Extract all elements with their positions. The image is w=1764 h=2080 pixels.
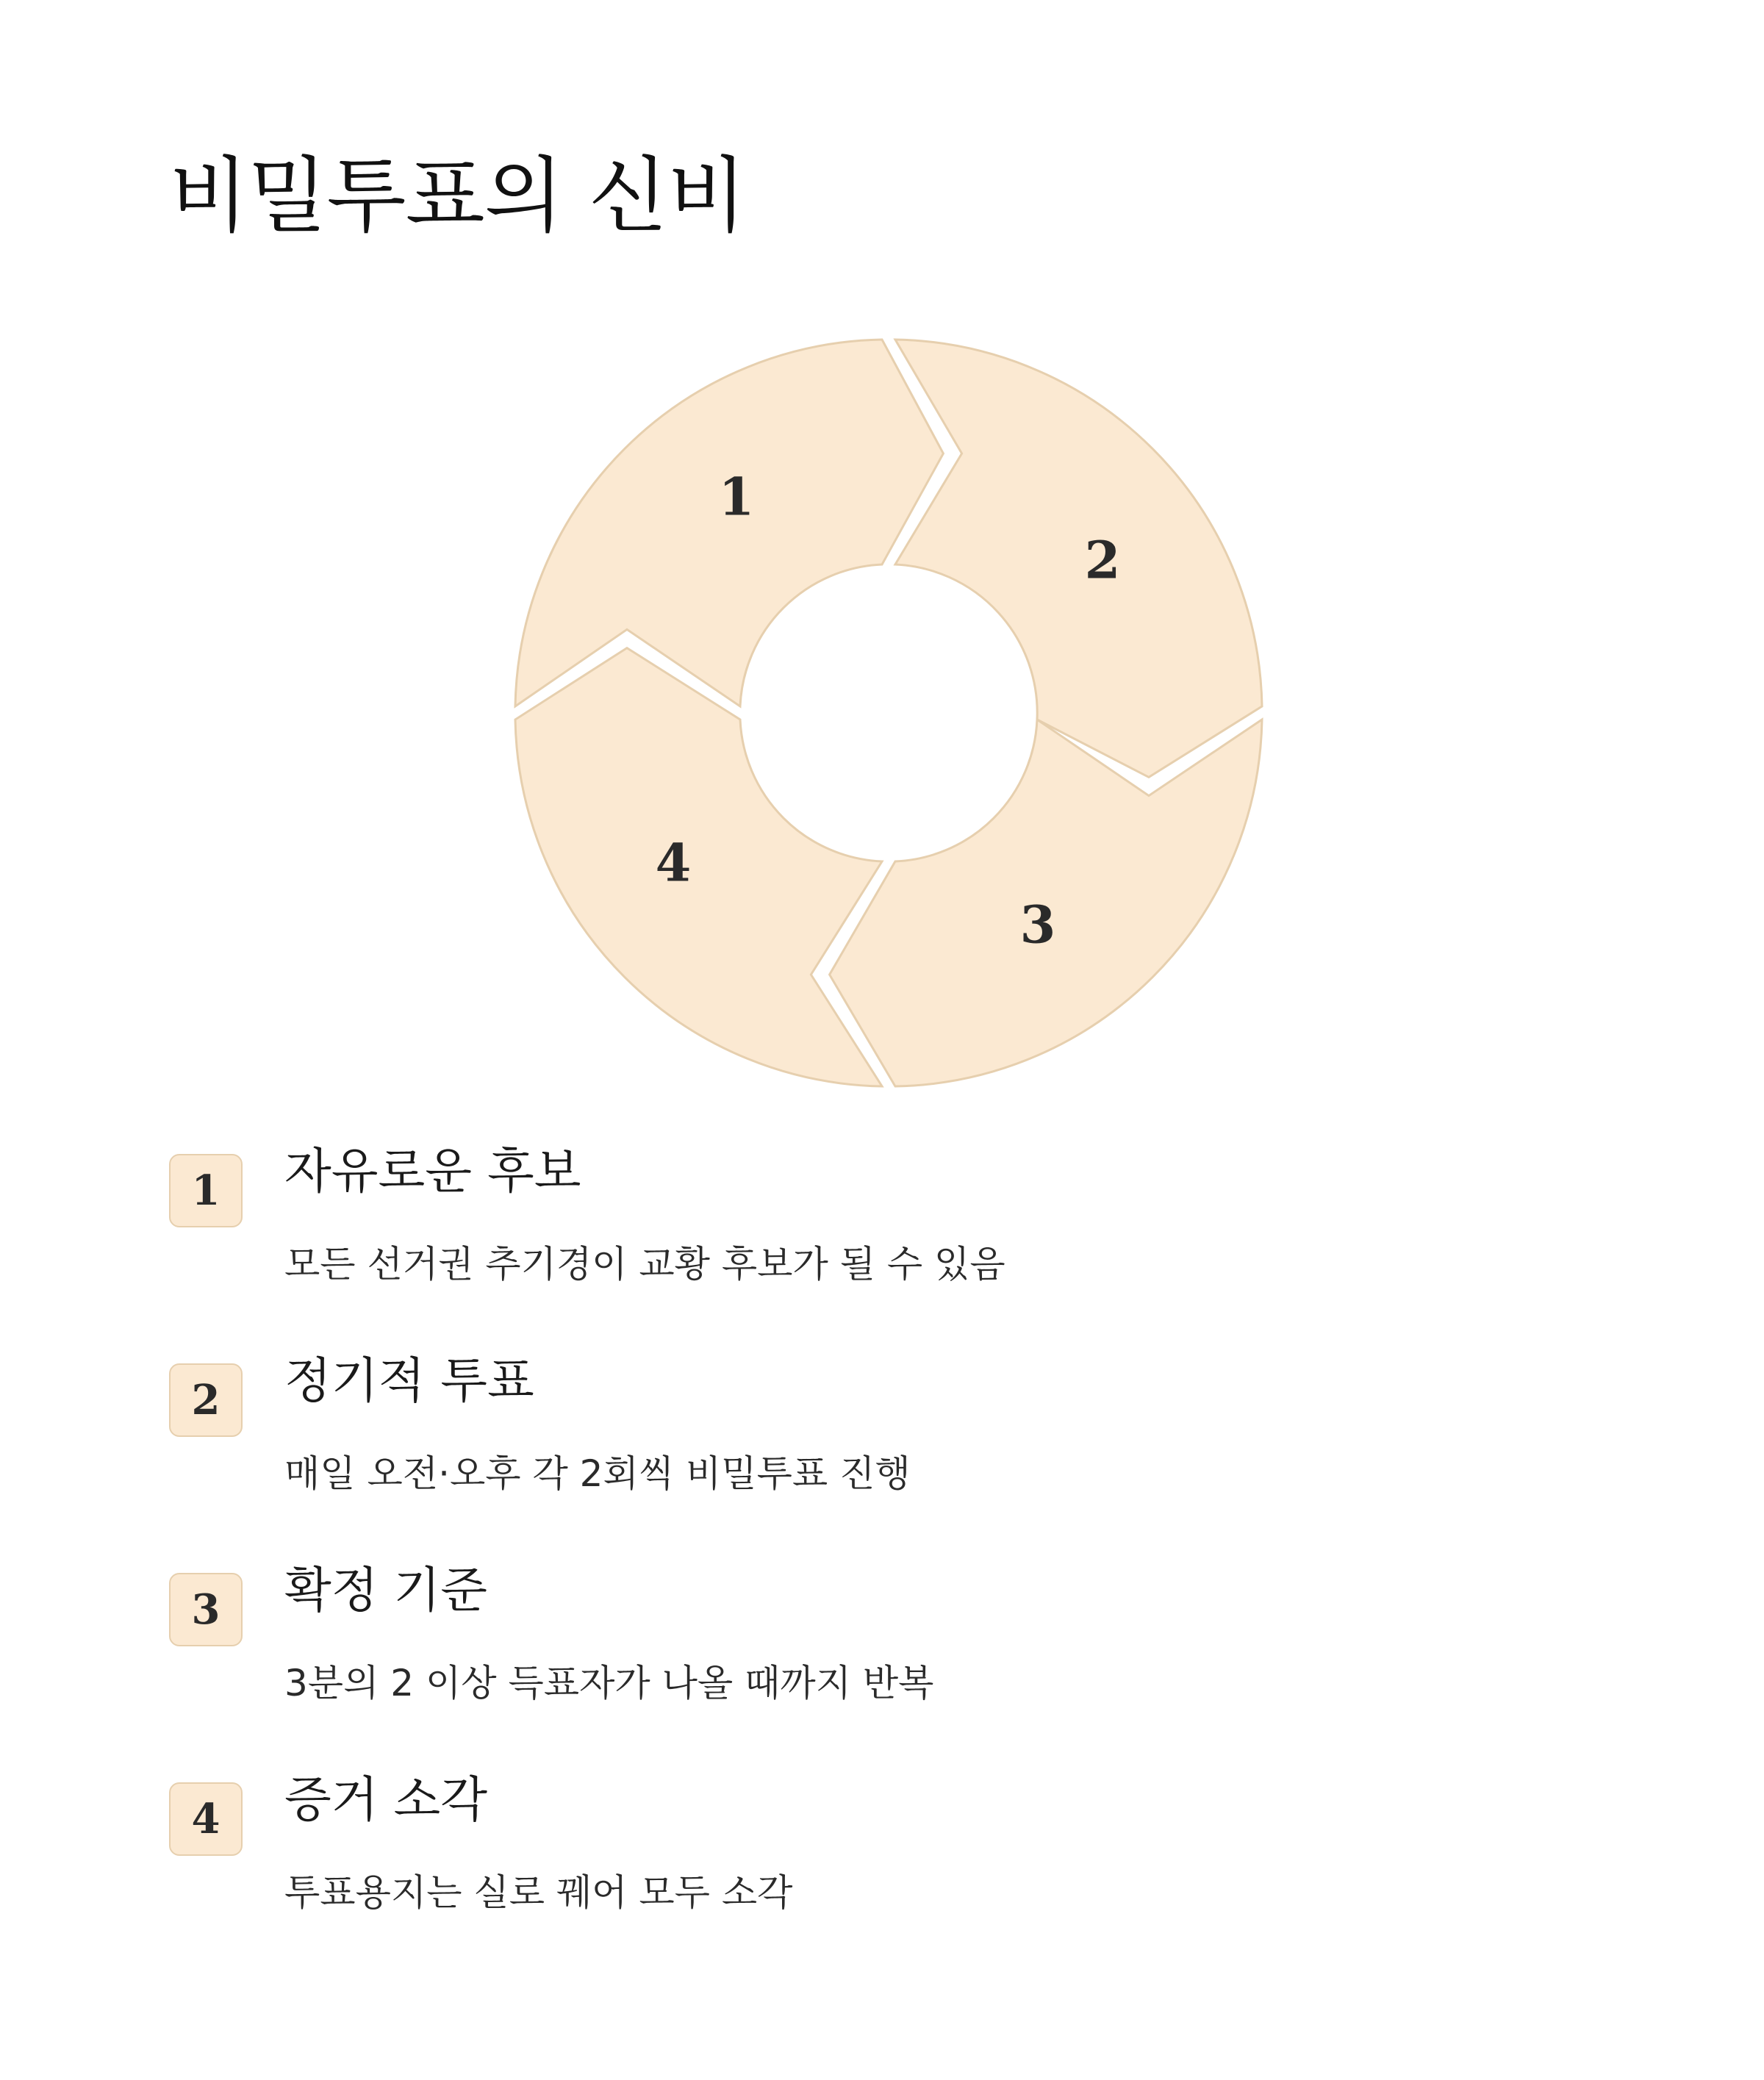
page-title: 비밀투표의 신비 (169, 148, 746, 244)
step-description: 매일 오전·오후 각 2회씩 비밀투표 진행 (284, 1452, 911, 1495)
cycle-segment-number: 2 (1084, 529, 1121, 591)
step-title: 정기적 투표 (284, 1352, 534, 1409)
step-title: 확정 기준 (284, 1562, 488, 1618)
step-number-badge: 1 (169, 1154, 243, 1227)
cycle-segment-2 (895, 340, 1262, 777)
step-description: 3분의 2 이상 득표자가 나올 때까지 반복 (284, 1662, 934, 1704)
cycle-segment-4 (515, 648, 882, 1086)
step-title: 자유로운 후보 (284, 1143, 581, 1199)
cycle-segment-number: 1 (718, 466, 755, 528)
step-number-badge: 4 (169, 1782, 243, 1856)
step-number-badge: 3 (169, 1573, 243, 1646)
cycle-segment-number: 3 (1019, 894, 1056, 955)
cycle-segment-number: 4 (655, 832, 692, 894)
step-title: 증거 소각 (284, 1771, 488, 1828)
step-description: 투표용지는 실로 꿰어 모두 소각 (284, 1871, 793, 1914)
step-description: 모든 선거권 추기경이 교황 후보가 될 수 있음 (284, 1243, 1005, 1285)
step-number-badge: 2 (169, 1363, 243, 1437)
